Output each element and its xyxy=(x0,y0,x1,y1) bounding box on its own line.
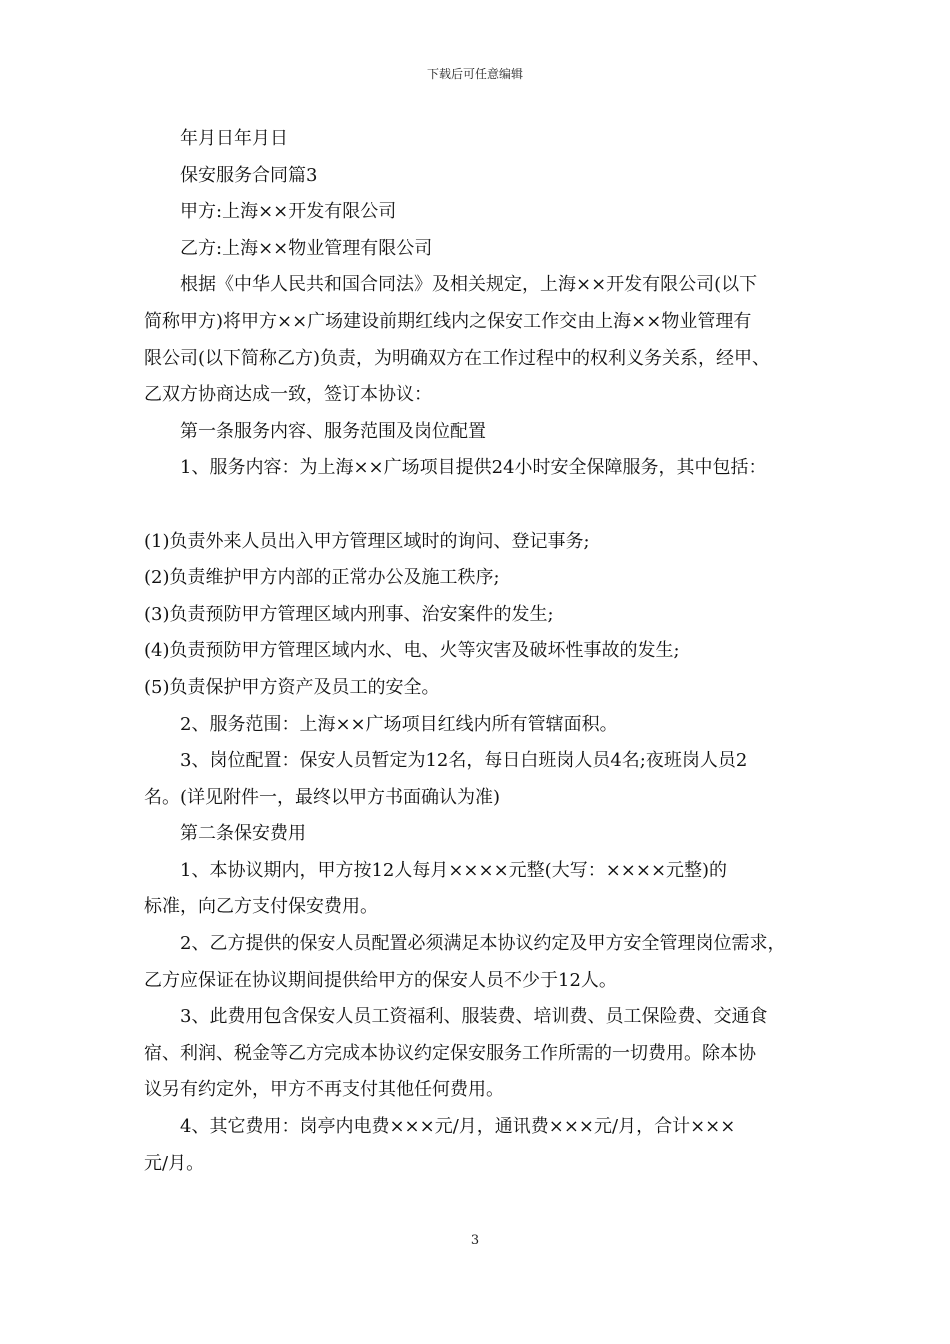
article2-item1 xyxy=(144,853,808,926)
article2-item2 xyxy=(144,926,808,999)
page-number: 3 xyxy=(470,1233,480,1248)
intro-line: 乙双方协商达成一致，签订本协议： xyxy=(144,384,432,406)
duty-item: (3)负责预防甲方管理区域内刑事、治安案件的发生; xyxy=(144,603,554,625)
intro-line: 简称甲方)将甲方××广场建设前期红线内之保安工作交由上海××物业管理有 xyxy=(144,310,752,332)
duty-item: (1)负责外来人员出入甲方管理区域时的询问、登记事务; xyxy=(144,530,590,552)
duty-item: (5)负责保护甲方资产及员工的安全。 xyxy=(144,676,440,698)
document-body xyxy=(144,121,808,1182)
page-header: 下载后可任意编辑 xyxy=(426,67,523,81)
article2-item1-line: 标准，向乙方支付保安费用。 xyxy=(144,896,378,918)
article2-item3-line: 议另有约定外，甲方不再支付其他任何费用。 xyxy=(144,1079,504,1101)
article2-item4-line: 元/月。 xyxy=(144,1152,205,1174)
article1-item3-line: 名。(详见附件一，最终以甲方书面确认为准) xyxy=(144,786,501,808)
intro-line: 根据《中华人民共和国合同法》及相关规定，上海××开发有限公司(以下 xyxy=(180,274,758,296)
article2-item2-line: 2、乙方提供的保安人员配置必须满足本协议约定及甲方安全管理岗位需求， xyxy=(180,933,786,955)
article2-item2-line: 乙方应保证在协议期间提供给甲方的保安人员不少于12人。 xyxy=(144,969,617,991)
duty-list xyxy=(144,524,808,707)
article1-item3-line: 3、岗位配置：保安人员暂定为12名，每日白班岗人员4名;夜班岗人员2 xyxy=(180,750,748,772)
article2-heading: 第二条保安费用 xyxy=(180,823,306,845)
duty-item: (4)负责预防甲方管理区域内水、电、火等灾害及破坏性事故的发生; xyxy=(144,640,680,662)
article1-item1: 1、服务内容：为上海××广场项目提供24小时安全保障服务，其中包括： xyxy=(180,457,767,479)
article2-item1-line: 1、本协议期内，甲方按12人每月××××元整(大写：××××元整)的 xyxy=(180,859,728,881)
article2-item4-line: 4、其它费用：岗亭内电费×××元/月，通讯费×××元/月，合计××× xyxy=(180,1116,736,1138)
party-b: 乙方:上海××物业管理有限公司 xyxy=(180,237,433,259)
party-a: 甲方:上海××开发有限公司 xyxy=(180,201,397,223)
article1-item3 xyxy=(144,743,808,816)
article2-item3 xyxy=(144,999,808,1109)
article2-item3-line: 宿、利润、税金等乙方完成本协议约定保安服务工作所需的一切费用。除本协 xyxy=(144,1042,756,1064)
article2-item4 xyxy=(144,1109,808,1182)
article1-heading: 第一条服务内容、服务范围及岗位配置 xyxy=(180,420,486,442)
article2-item3-line: 3、此费用包含保安人员工资福利、服装费、培训费、员工保险费、交通食 xyxy=(180,1006,768,1028)
date-line: 年月日年月日 xyxy=(180,128,288,149)
contract-title: 保安服务合同篇3 xyxy=(180,164,318,186)
intro-paragraph xyxy=(144,267,808,413)
intro-line: 限公司(以下简称乙方)负责，为明确双方在工作过程中的权利义务关系，经甲、 xyxy=(144,347,771,369)
article1-item2: 2、服务范围：上海××广场项目红线内所有管辖面积。 xyxy=(180,713,618,735)
duty-item: (2)负责维护甲方内部的正常办公及施工秩序; xyxy=(144,567,500,589)
blank-line xyxy=(144,487,808,524)
